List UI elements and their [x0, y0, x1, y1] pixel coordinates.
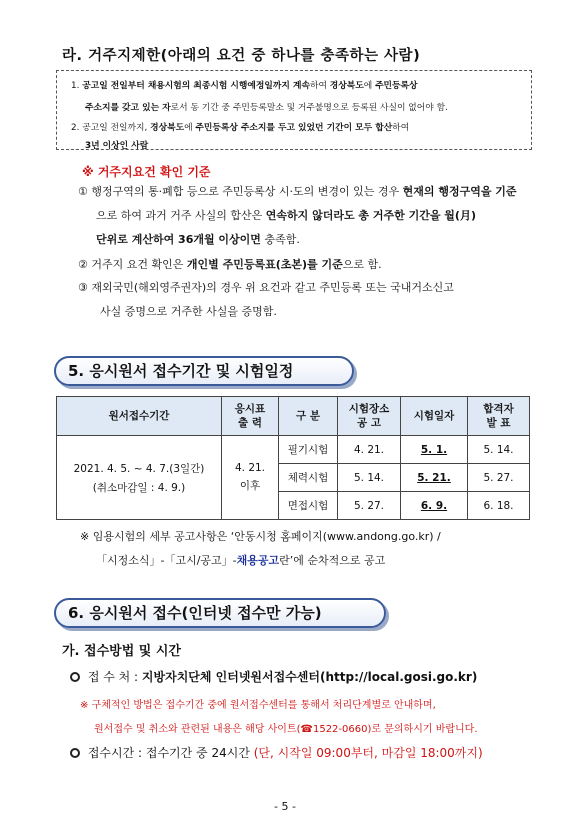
print-cell: 4. 21. 이후	[222, 436, 279, 520]
table-row	[57, 436, 530, 464]
row-venue: 5. 14.	[338, 464, 401, 492]
row-date: 6. 9.	[401, 492, 468, 520]
method-title: 가. 접수방법 및 시간	[62, 644, 181, 659]
method-note2: 원서접수 및 취소와 관련된 내용은 해당 사이트(☎1522-0660)로 문의하시기 바랍니다.	[94, 724, 478, 735]
header-type: 구 분	[279, 397, 338, 436]
row-venue: 5. 27.	[338, 492, 401, 520]
section5-title: 5. 응시원서 접수기간 및 시험일정	[54, 356, 354, 386]
header-date: 시험일자	[401, 397, 468, 436]
row-type: 면접시험	[279, 492, 338, 520]
notice-line2: 「시정소식」-「고시/공고」-채용공고란’에 순차적으로 공고	[96, 554, 386, 567]
row-type: 체력시험	[279, 464, 338, 492]
requirements-box	[56, 70, 532, 150]
section-ra-title: 라. 거주지제한(아래의 요건 중 하나를 충족하는 사람)	[62, 48, 421, 64]
time-line: 접수시간 : 접수기간 중 24시간 (단, 시작일 09:00부터, 마감일 18:00까지)	[70, 744, 483, 761]
check-1-line3: 단위로 계산하여 36개월 이상이면 충족함.	[96, 233, 300, 246]
notice-line1: ※ 임용시험의 세부 공고사항은 ‘안동시청 홈페이지(www.andong.go.kr) /	[80, 530, 441, 543]
check-1-line1: ① 행정구역의 통·폐합 등으로 주민등록상 시·도의 변경이 있는 경우 현재의 행정구역을 기준	[78, 185, 517, 198]
check-2: ② 거주지 요건 확인은 개인별 주민등록표(초본)를 기준으로 함.	[78, 258, 382, 271]
row-venue: 4. 21.	[338, 436, 401, 464]
requirement-1-line2: 주소지를 갖고 있는 자로서 동 기간 중 주민등록말소 및 거주불명으로 등록된 사실이 없어야 함.	[85, 103, 448, 113]
header-print: 응시표 출 력	[222, 397, 279, 436]
circle-bullet-icon	[70, 672, 80, 682]
row-type: 필기시험	[279, 436, 338, 464]
check-3-line1: ③ 재외국민(해외영주권자)의 경우 위 요건과 같고 주민등록 또는 국내거소신고	[78, 281, 454, 294]
header-result: 합격자 발 표	[468, 397, 530, 436]
row-date: 5. 21.	[401, 464, 468, 492]
requirement-2-line2: 3년 이상인 사람	[85, 141, 149, 151]
schedule-table	[56, 396, 530, 520]
method-note1: ※ 구체적인 방법은 접수기간 중에 원서접수센터를 통해서 처리단계별로 안내하며,	[80, 700, 436, 711]
check-1-line2: 으로 하여 과거 거주 사실의 합산은 연속하지 않더라도 총 거주한 기간을 월(月)	[96, 209, 476, 222]
header-period: 원서접수기간	[57, 397, 222, 436]
section6-title: 6. 응시원서 접수(인터넷 접수만 가능)	[54, 598, 386, 628]
row-date: 5. 1.	[401, 436, 468, 464]
header-venue: 시험장소 공 고	[338, 397, 401, 436]
period-cell: 2021. 4. 5. ~ 4. 7.(3일간) (취소마감일 : 4. 9.)	[57, 436, 222, 520]
place-line: 접 수 처 : 지방자치단체 인터넷원서접수센터(http://local.gosi.go.kr)	[70, 668, 477, 685]
requirement-2-line1: 2. 공고일 전일까지, 경상북도에 주민등록상 주소지를 두고 있었던 기간이 모두 합산하여	[71, 123, 410, 133]
page-number: - 5 -	[274, 800, 296, 813]
row-result: 5. 27.	[468, 464, 530, 492]
check-3-line2: 사실 증명으로 거주한 사실을 증명함.	[100, 305, 277, 318]
row-result: 5. 14.	[468, 436, 530, 464]
schedule-header-row	[57, 397, 530, 436]
circle-bullet-icon	[70, 748, 80, 758]
row-result: 6. 18.	[468, 492, 530, 520]
requirement-1-line1: 1. 공고일 전일부터 채용시험의 최종시험 시행예정일까지 계속하여 경상북도에 주민등록상	[71, 81, 418, 91]
residence-check-title: ※ 거주지요건 확인 기준	[82, 165, 211, 179]
